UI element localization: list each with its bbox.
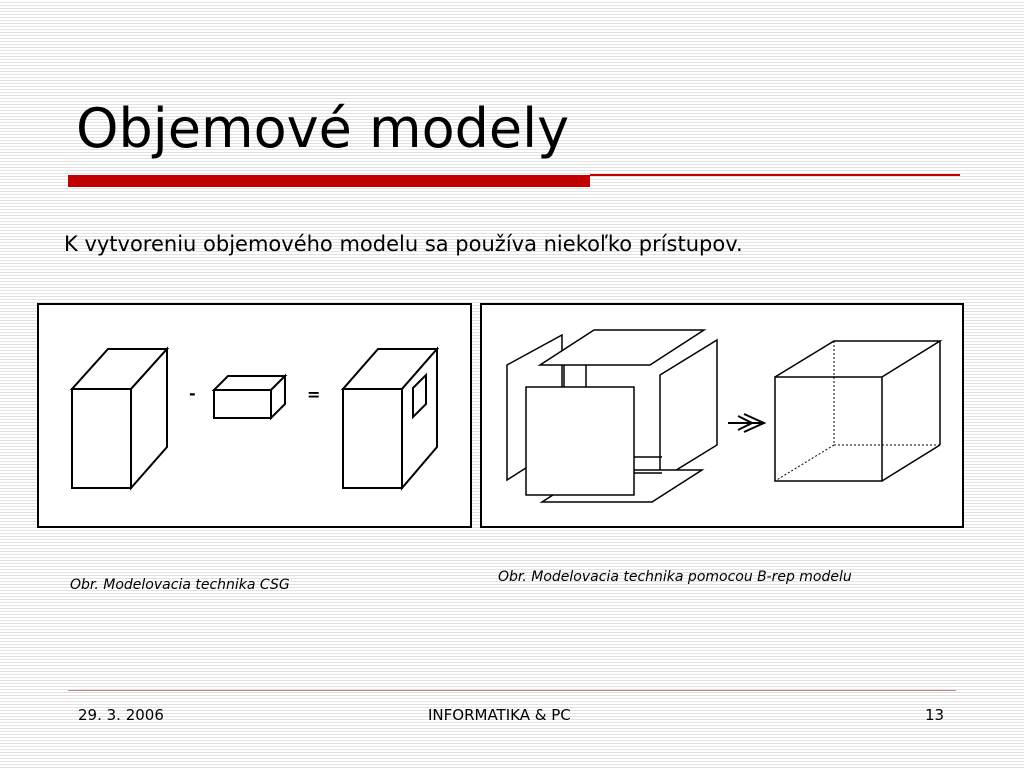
footer-divider — [68, 690, 956, 691]
csg-large-box — [72, 349, 167, 488]
slide-title: Objemové modely — [76, 97, 570, 160]
brep-illustration — [482, 305, 962, 526]
footer-title: INFORMATIKA & PC — [428, 706, 571, 724]
brep-front-face — [526, 387, 634, 495]
footer-date: 29. 3. 2006 — [78, 706, 164, 724]
arrow-icon — [728, 414, 764, 432]
slide-subtitle: K vytvoreniu objemového modelu sa používa niekoľko prístupov. — [64, 232, 743, 256]
csg-small-box — [214, 376, 285, 418]
title-underline-thin — [590, 174, 960, 176]
csg-minus-operator: - — [189, 384, 196, 403]
slide-number: 13 — [925, 706, 945, 724]
brep-wireframe-cube — [775, 341, 940, 481]
csg-figure — [37, 303, 472, 528]
csg-result-box — [343, 349, 437, 488]
csg-equals-operator: = — [307, 385, 321, 404]
brep-right-face — [660, 340, 717, 480]
csg-caption: Obr. Modelovacia technika CSG — [70, 577, 290, 593]
brep-top-face — [540, 330, 704, 365]
csg-illustration — [39, 305, 470, 526]
title-underline-thick — [68, 175, 590, 187]
brep-figure — [480, 303, 964, 528]
brep-caption: Obr. Modelovacia technika pomocou B-rep modelu — [498, 569, 852, 585]
